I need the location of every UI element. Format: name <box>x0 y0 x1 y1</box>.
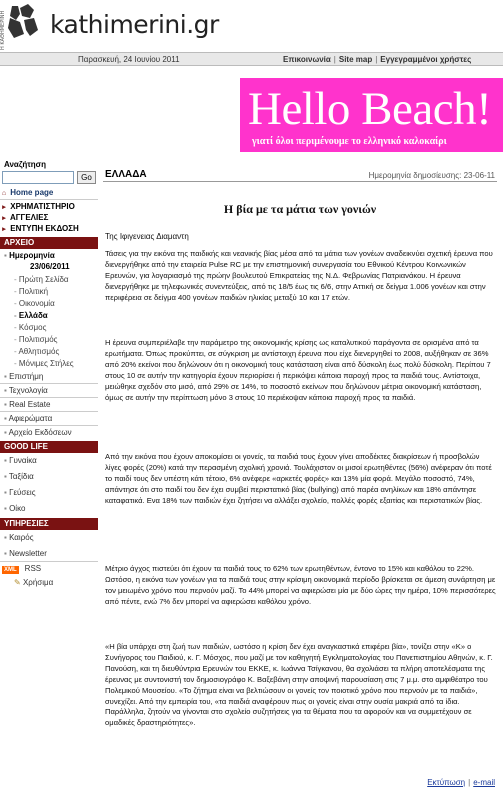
sidebar-item-classifieds[interactable] <box>0 212 98 223</box>
contact-link[interactable]: Επικοινωνία <box>283 55 331 64</box>
divider <box>0 561 98 562</box>
xml-badge-icon: XML <box>4 567 17 573</box>
sidebar-item-label: Επιστήμη <box>9 372 44 381</box>
advertisement-banner[interactable] <box>240 78 503 152</box>
top-info-bar <box>0 52 503 66</box>
divider <box>0 425 98 426</box>
sidebar-item-greece[interactable]: - Ελλάδα <box>14 311 48 320</box>
banner-subtitle: γιατί όλοι περιμένουμε το ελληνικό καλοκαίρι <box>252 136 447 147</box>
banner-title: Hello Beach! <box>248 83 492 135</box>
sidebar-item-label: Κόσμος <box>18 323 47 332</box>
sidebar-item-label: ΑΓΓΕΛΙΕΣ <box>9 213 49 222</box>
sidebar-item-label: Ταξίδια <box>8 472 34 481</box>
publication-date <box>369 171 495 180</box>
separator: | <box>375 55 378 64</box>
sidebar-item-features[interactable]: ▪ Αφιερώματα <box>4 414 53 423</box>
left-sidebar <box>0 160 98 798</box>
section-bar <box>103 168 497 182</box>
bullet-icon: ▪ <box>4 251 7 260</box>
article-paragraph: Μέτριο άγχος πιστεύει ότι έχουν τα παιδιά τους το 62% των ερωτηθέντων, έντονο το 15% και καθόλου το 22%. Ωστόσο, η εικόνα των γονέων για τα παιδιά τους στην κρίσιμη οικονομικά περίοδο βρίσκεται σε άμεση συνάρτηση με τον μειωμένο χρόνο που περνούν μαζί. Το 44% μπορεί να αφιερώσει μία με δύο ώρες την ημέρα, 10% περισσότερες από πέντε, ενώ 7% δεν μπορεί να αφιερώσει καθόλου χρόνο. <box>105 564 496 606</box>
sidebar-item-stock-market[interactable] <box>0 201 98 212</box>
sidebar-item-woman[interactable]: ▪ Γυναίκα <box>4 456 37 465</box>
sidebar-item-label: Οίκο <box>9 504 26 513</box>
publication-date-value: 23-06-11 <box>463 171 495 180</box>
sidebar-item-label: Γεύσεις <box>9 488 36 497</box>
archive-date-label-text: Ημερομηνία <box>9 251 55 260</box>
sidebar-item-front-page[interactable]: - Πρώτη Σελίδα <box>14 275 69 284</box>
sidebar-item-travel[interactable]: ▪ Ταξίδια <box>4 472 34 481</box>
services-header: ΥΠΗΡΕΣΙΕΣ <box>0 518 98 530</box>
sidebar-item-label: Πρώτη Σελίδα <box>18 275 69 284</box>
kathimerini-logo-icon[interactable] <box>0 0 46 52</box>
sidebar-item-politics[interactable]: - Πολιτική <box>14 287 49 296</box>
publication-date-label: Ημερομηνία δημοσίευσης: <box>368 171 462 180</box>
sidebar-item-label: Τεχνολογία <box>8 386 48 395</box>
logo-vertical-text: Η ΚΑΘΗΜΕΡΙΝΗ <box>0 10 6 50</box>
sidebar-item-home[interactable] <box>0 187 98 198</box>
sidebar-item-weather[interactable]: ▪ Καιρός <box>4 533 34 542</box>
article-paragraph: Η έρευνα συμπεριέλαβε την παράμετρο της οικονομικής κρίσης ως καταλυτικού παράγοντα σε ορισμένα από τα ερωτήματα. Όπως προκύπτει, σε σύγκριση με αντίστοιχη έρευνα που είχε διενεργηθεί το 2008, αυξήθηκαν σε 36% από 20% εκείνοι που δηλώνουν ότι η οικονομική τους κατάσταση είναι από δύσκολη έως πολύ δύσκολη. Περίπου 7 στους 10 σε αυτήν την κατηγορία έχουν περιορίσει ή περικόψει κάποια παροχή προς τα παιδιά τους. Αντίστοιχα, μειώθηκε σχεδόν στο μισό, από 29% σε 14%, το ποσοστό εκείνων που δηλώνουν μέτρια οικονομική κατάσταση, όμως σε αυτήν την περίπτωση μόνο 3 στους 10 περιέκοψαν κάποια παροχή προς τα παιδιά. <box>105 338 491 402</box>
sidebar-item-label: Πολιτική <box>18 287 49 296</box>
sidebar-item-label: Οικονομία <box>18 299 55 308</box>
sidebar-item-label: Ελλάδα <box>18 311 48 320</box>
sidebar-item-label: Home page <box>10 188 54 197</box>
sidebar-item-useful[interactable] <box>0 577 98 589</box>
sidebar-item-label: Χρήσιμα <box>22 578 54 587</box>
sidebar-item-columns[interactable]: - Μόνιμες Στήλες <box>14 359 74 368</box>
sidebar-item-flavors[interactable]: ▪ Γεύσεις <box>4 488 36 497</box>
bullet-icon: ▸ <box>2 215 6 222</box>
bullet-icon: ▸ <box>2 204 6 211</box>
archive-header: ΑΡΧΕΙΟ <box>0 237 98 249</box>
bullet-icon: ▸ <box>2 226 6 233</box>
sidebar-item-newsletter[interactable]: ▪ Newsletter <box>4 549 47 558</box>
search-go-button[interactable]: Go <box>77 171 96 184</box>
divider <box>0 383 98 384</box>
article-author: Της Ιφιγενειας Διαμαντη <box>105 232 189 241</box>
sidebar-item-editions-archive[interactable]: ▪ Αρχείο Εκδόσεων <box>4 428 72 437</box>
sidebar-item-label: RSS <box>24 564 42 573</box>
sidebar-item-label: ΕΝΤΥΠΗ ΕΚΔΟΣΗ <box>10 224 79 233</box>
article-actions <box>427 778 495 787</box>
sidebar-item-sports[interactable]: - Αθλητισμός <box>14 347 60 356</box>
divider <box>0 199 98 200</box>
sidebar-item-print-edition[interactable] <box>0 223 98 234</box>
site-logo-text[interactable]: kathimerini.gr <box>50 10 219 39</box>
email-link[interactable]: e-mail <box>473 778 495 787</box>
article-paragraph: «Η βία υπάρχει στη ζωή των παιδιών, ωστόσο η κρίση δεν έχει αναγκαστικά επιφέρει βία», τονίζει στην «Κ» ο Συνήγορος του Παιδιού, κ. Γ. Μόσχος, που μαζί με τον καθηγητή Εγκληματολογίας του Πανεπιστημίου Αθηνών, κ. Γ. Πανούση, και τη διευθύντρια Ερευνών του ΕΚΚΕ, κ. Ιωάννα Τσίγκανου, θα σχολιάσει τα πλήρη αποτελέσματα της έρευνας με συντονιστή τον δημοσιογράφο Κ. Βαξεβάνη στην αποψινή παρουσίαση στις 7 μ.μ. στο αμφιθέατρο του Πολεμικού Μουσείου. «Το ζήτημα είναι να βελτιώσουν οι γονείς τον ποιοτικό χρόνο που περνούν με τα παιδιά», συνεχίζει. Από την εμπειρία του, «τα παιδιά αναφέρουν πως οι γονείς είναι στην ουσία μακριά από τα ίδια. Παράλληλα, ζητούν να γίνονται στο σχολείο συζητήσεις για τα θέματα που τα αφορούν και να συμμετέχουν σε ομαδικές δραστηριότητες». <box>105 642 493 728</box>
site-header <box>0 0 503 52</box>
separator: | <box>468 778 471 787</box>
sidebar-item-science[interactable]: ▪ Επιστήμη <box>4 372 44 381</box>
article-paragraph: Από την εικόνα που έχουν αποκομίσει οι γονείς, τα παιδιά τους έχουν γίνει αποδέκτες διακρίσεων ή προσβολών λίγες φορές (20%) κατά την περασμένη σχολική χρονιά. Τουλάχιστον οι μισοί ερωτηθέντες (56%) ανέφεραν ότι ποτέ το παιδί τους δεν υπέστη κάτι τέτοιο, 6% ανέφερε «αρκετές φορές» και 13% μία φορά. Μεγάλο ποσοστό, 74%, απάντησε ότι στο παιδί του δεν έχει συμβεί περιστατικό βίας (bullying) από παρέα ανηλίκων και 18% απάντησε καταφατικά. Ενα 18% των παιδιών έχει ζητήσει να αλλάξει σχολείο, πολλές φορές εξαιτίας και περιστατικών βίας. <box>105 452 492 505</box>
sidebar-item-label: ΧΡΗΜΑΤΙΣΤΗΡΙΟ <box>10 202 75 211</box>
sidebar-item-label: Καιρός <box>9 533 34 542</box>
sidebar-item-home-living[interactable]: ▪ Οίκο <box>4 504 26 513</box>
separator: | <box>333 55 336 64</box>
current-date: Παρασκευή, 24 Ιουνίου 2011 <box>78 55 180 64</box>
sidebar-item-label: Πολιτισμός <box>18 335 58 344</box>
sidebar-item-label: Μόνιμες Στήλες <box>18 359 74 368</box>
search-label: Αναζήτηση <box>4 160 47 169</box>
print-link[interactable]: Εκτύπωση <box>427 778 466 787</box>
divider <box>0 411 98 412</box>
useful-icon: ✎ <box>14 578 23 587</box>
registered-users-link[interactable]: Εγγεγραμμένοι χρήστες <box>380 55 472 64</box>
sidebar-item-label: Αφιερώματα <box>8 414 53 423</box>
article-title: Η βία με τα μάτια των γονιών <box>223 202 377 216</box>
sitemap-link[interactable]: Site map <box>338 55 373 64</box>
divider <box>0 397 98 398</box>
archive-date-value[interactable]: 23/06/2011 <box>30 262 70 271</box>
sidebar-item-label: Real Estate <box>9 400 51 409</box>
sidebar-item-label: Αρχείο Εκδόσεων <box>8 428 72 437</box>
sidebar-item-economy[interactable]: - Οικονομία <box>14 299 55 308</box>
article-main <box>103 168 497 798</box>
sidebar-item-culture[interactable]: - Πολιτισμός <box>14 335 58 344</box>
search-input[interactable] <box>2 171 74 184</box>
sidebar-item-label: Newsletter <box>9 549 47 558</box>
home-icon: ⌂ <box>1 190 7 197</box>
good-life-header: GOOD LIFE <box>0 441 98 453</box>
sidebar-item-label: Γυναίκα <box>9 456 37 465</box>
sidebar-item-world[interactable]: - Κόσμος <box>14 323 47 332</box>
sidebar-item-technology[interactable]: ▪ Τεχνολογία <box>4 386 48 395</box>
sidebar-item-rss[interactable] <box>0 563 98 575</box>
article-paragraph: Τάσεις για την εικόνα της παιδικής και νεανικής βίας μέσα από τα μάτια των γονέων αναδεικνύει σχετική έρευνα που διενεργήθηκε από την εταιρεία Pulse RC με την επιστημονική συνεργασία του Εθνικού Κέντρου Κοινωνικών Ερευνών, για λογαριασμό της πρώην βουλευτού Επικρατείας της Ν.Δ. Φεβρωνίας Πατριανάκου. Η έρευνα διενεργήθηκε με τηλεφωνικές συνεντεύξεις, από τις 18/5 έως τις 6/6, στην Αττική σε δείγμα 1.006 γονέων και στην περιφέρεια σε δείγμα 400 γονέων παιδιών ηλικίας μεταξύ 10 και 17 ετών. <box>105 249 493 302</box>
section-title: ΕΛΛΑΔΑ <box>105 169 147 180</box>
sidebar-item-real-estate[interactable]: ▪ Real Estate <box>4 400 51 409</box>
top-links <box>283 55 471 64</box>
sidebar-item-label: Αθλητισμός <box>18 347 60 356</box>
